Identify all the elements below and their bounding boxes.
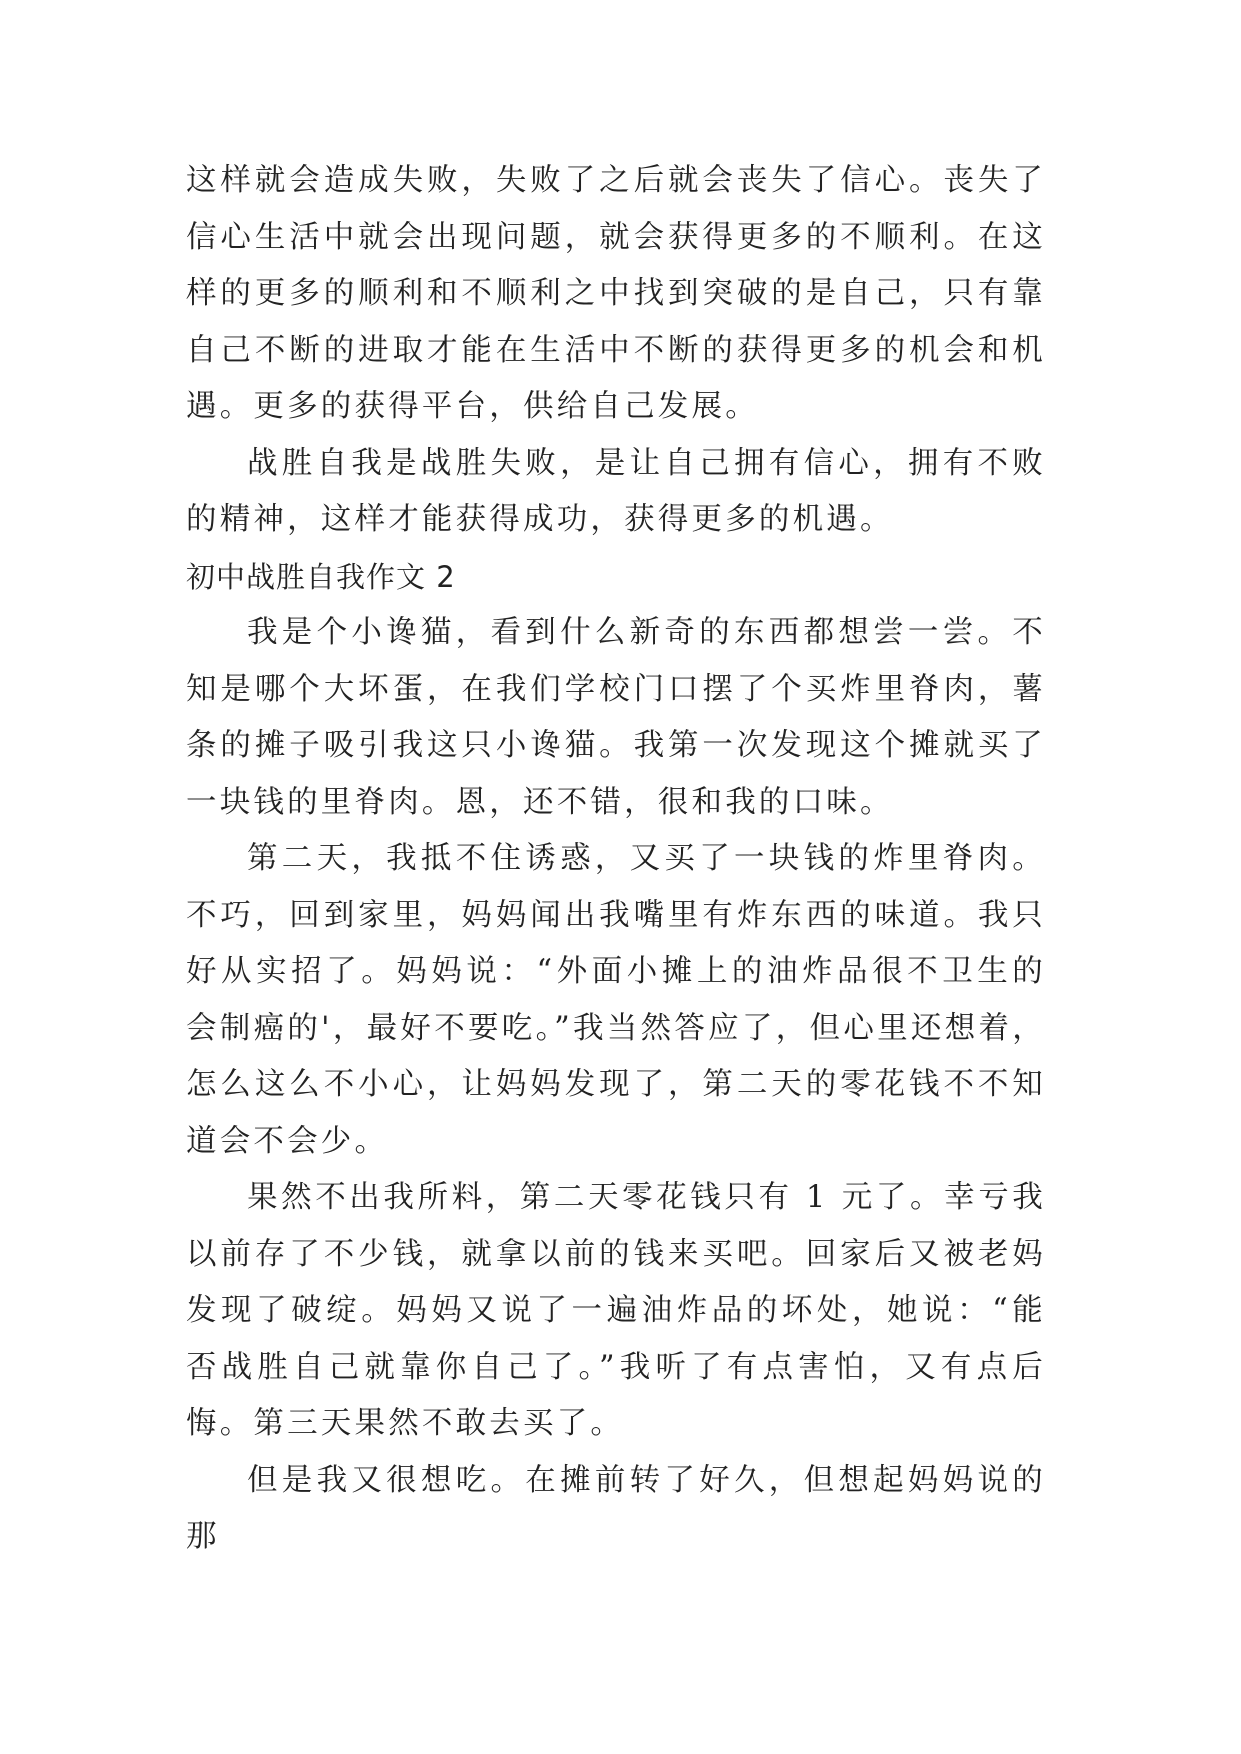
paragraph: 战胜自我是战胜失败，是让自己拥有信心，拥有不败的精神，这样才能获得成功，获得更多的机遇。 [186,445,1046,537]
paragraph: 但是我又很想吃。在摊前转了好久，但想起妈妈说的那 [186,1462,1046,1554]
paragraph: 我是个小谗猫，看到什么新奇的东西都想尝一尝。不知是哪个大坏蛋，在我们学校门口摆了个买炸里脊肉，薯条的摊子吸引我这只小谗猫。我第一次发现这个摊就买了一块钱的里脊肉。恩，还不错，很和我的口味。 [186,615,1046,820]
document-body [186,153,1046,1566]
paragraph-continued: 这样就会造成失败，失败了之后就会丧失了信心。丧失了信心生活中就会出现问题，就会获得更多的不顺利。在这样的更多的顺利和不顺利之中找到突破的是自己，只有靠自己不断的进取才能在生活中不断的获得更多的机会和机遇。更多的获得平台，供给自己发展。 [186,163,1046,424]
paragraph: 果然不出我所料，第二天零花钱只有 1 元了。幸亏我以前存了不少钱，就拿以前的钱来买吧。回家后又被老妈发现了破绽。妈妈又说了一遍油炸品的坏处，她说：“能否战胜自己就靠你自己了。”我听了有点害怕，又有点后悔。第三天果然不敢去买了。 [186,1180,1046,1441]
paragraph: 第二天，我抵不住诱惑，又买了一块钱的炸里脊肉。不巧，回到家里，妈妈闻出我嘴里有炸东西的味道。我只好从实招了。妈妈说：“外面小摊上的油炸品很不卫生的会制癌的'，最好不要吃。”我当然答应了，但心里还想着，怎么这么不小心，让妈妈发现了，第二天的零花钱不不知道会不会少。 [186,841,1046,1159]
essay-heading: 初中战胜自我作文 2 [186,559,456,594]
